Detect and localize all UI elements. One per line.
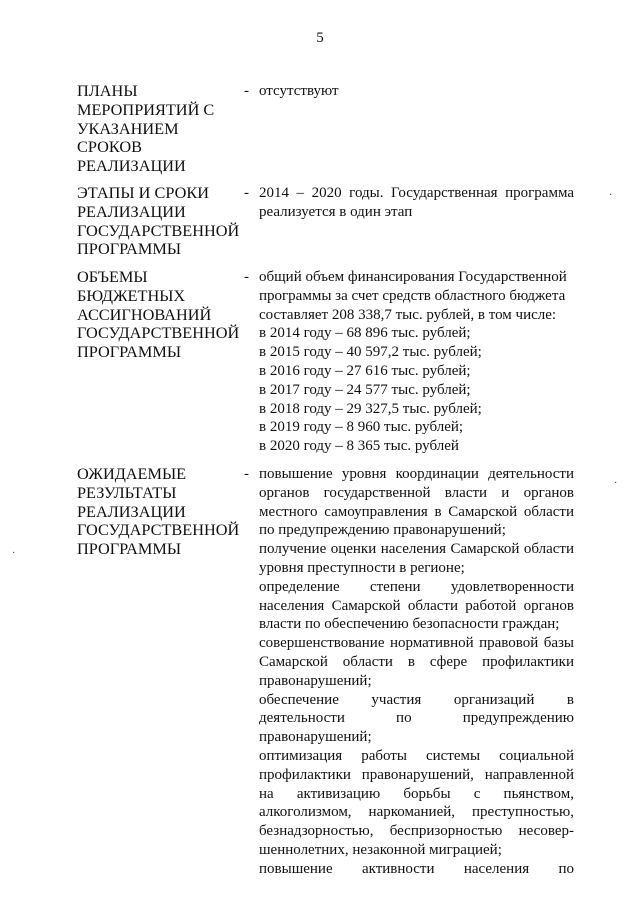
content-line: алкоголизмом, наркоманией, преступностью,: [259, 804, 574, 821]
content-line: программы за счет средств областного бюджета: [259, 287, 566, 304]
label-line: АССИГНОВАНИЙ: [77, 304, 212, 324]
label-line: ПРОГРАММЫ: [77, 239, 182, 259]
content-line: отсутствуют: [259, 83, 339, 99]
content-line: в 2017 году – 24 577 тыс. рублей;: [259, 381, 471, 398]
label-line: ГОСУДАРСТВЕННОЙ: [77, 220, 240, 240]
label-line: БЮДЖЕТНЫХ: [77, 285, 186, 305]
content-line: в 2019 году – 8 960 тыс. рублей;: [259, 419, 464, 436]
label-line: РЕАЛИЗАЦИИ: [77, 501, 186, 521]
content-line: безнадзорностью, беспризорностью несовер-: [259, 823, 574, 840]
label-line: ПРОГРАММЫ: [77, 539, 182, 559]
content-line: в 2018 году – 29 327,5 тыс. рублей;: [259, 400, 482, 417]
content-line: шеннолетних, незаконной миграцией;: [259, 841, 502, 858]
content-line: уровня преступности в регионе;: [259, 559, 465, 576]
label-line: ГОСУДАРСТВЕННОЙ: [77, 323, 240, 343]
section-label: [77, 465, 245, 559]
section-content: [259, 268, 574, 456]
content-line: по предупреждению правонарушений;: [259, 522, 506, 539]
section-dash: -: [244, 269, 249, 285]
section-dash: -: [244, 185, 249, 201]
section-label: [77, 82, 245, 176]
section-label: [77, 268, 245, 362]
content-line: оптимизация работы системы социальной: [259, 747, 574, 764]
content-line: правонарушений;: [259, 672, 372, 689]
section-content: [259, 465, 574, 879]
label-line: МЕРОПРИЯТИЙ С: [77, 99, 215, 119]
label-line: РЕАЛИЗАЦИИ: [77, 201, 186, 221]
section-content: [259, 82, 574, 101]
content-line: определение степени удовлетворенности: [259, 578, 574, 595]
content-line: в 2020 году – 8 365 тыс. рублей: [259, 438, 459, 455]
label-line: ГОСУДАРСТВЕННОЙ: [77, 520, 240, 540]
page-number: 5: [316, 30, 324, 46]
label-line: РЕАЛИЗАЦИИ: [77, 156, 186, 176]
section-dash: -: [244, 83, 249, 99]
section-label: [77, 184, 245, 259]
content-line: повышение активности населения по: [259, 860, 574, 877]
content-line: Самарской области в сфере профилактики: [259, 653, 574, 670]
content-line: органов государственной власти и органов: [259, 484, 574, 501]
label-line: РЕЗУЛЬТАТЫ: [77, 482, 177, 502]
label-line: ПРОГРАММЫ: [77, 342, 182, 362]
label-line: УКАЗАНИЕМ: [77, 118, 179, 138]
content-line: профилактики правонарушений, направленной: [259, 766, 574, 783]
content-line: повышение уровня координации деятельности: [259, 466, 574, 482]
content-line: деятельности по предупреждению: [259, 710, 574, 727]
content-line: реализуется в один этап: [259, 203, 413, 220]
content-line: местного самоуправления в Самарской области: [259, 503, 574, 520]
content-line: получение оценки населения Самарской области: [259, 541, 574, 558]
content-line: в 2016 году – 27 616 тыс. рублей;: [259, 362, 471, 379]
section-dash: -: [244, 466, 249, 482]
content-line: составляет 208 338,7 тыс. рублей, в том числе:: [259, 306, 557, 323]
scan-speck: ·: [12, 548, 16, 559]
content-line: правонарушений;: [259, 729, 372, 746]
content-line: в 2014 году – 68 896 тыс. рублей;: [259, 325, 471, 342]
section-content: [259, 184, 574, 222]
content-line: власти по обеспечению безопасности граждан;: [259, 616, 560, 633]
label-line: СРОКОВ: [77, 137, 142, 157]
label-line: ЭТАПЫ И СРОКИ: [77, 183, 209, 202]
label-line: ОЖИДАЕМЫЕ: [77, 464, 187, 483]
scan-speck: ·: [614, 478, 618, 489]
content-line: населения Самарской области работой органов: [259, 597, 574, 614]
label-line: ПЛАНЫ: [77, 81, 138, 100]
content-line: 2014 – 2020 годы. Государственная программа: [259, 185, 574, 201]
content-line: в 2015 году – 40 597,2 тыс. рублей;: [259, 344, 482, 361]
content-line: общий объем финансирования Государственной: [259, 269, 567, 285]
content-line: обеспечение участия организаций в: [259, 691, 574, 708]
scan-speck: ·: [609, 190, 613, 201]
label-line: ОБЪЕМЫ: [77, 267, 148, 286]
content-line: на активизацию борьбы с пьянством,: [259, 785, 574, 802]
content-line: совершенствование нормативной правовой базы: [259, 635, 574, 652]
